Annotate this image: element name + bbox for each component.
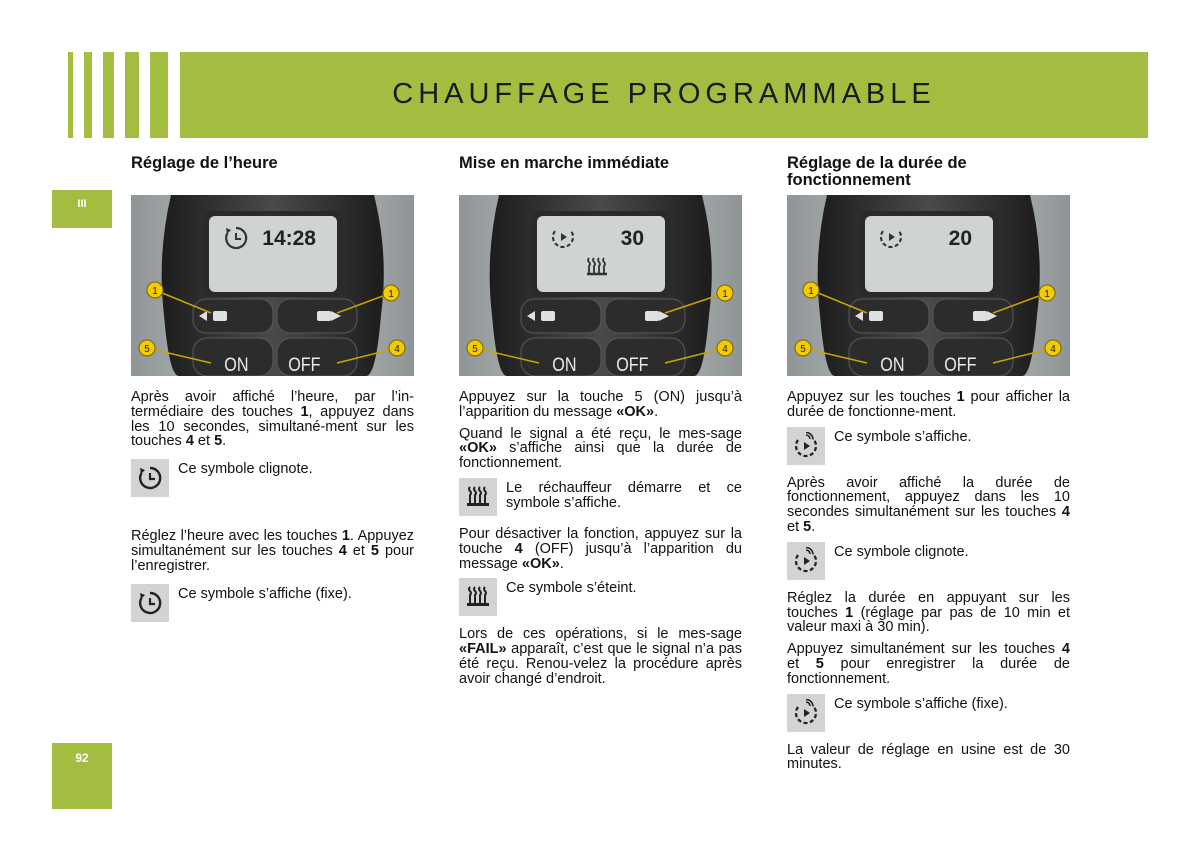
clock-icon: [131, 584, 169, 622]
section-content: [787, 390, 1070, 772]
symbol-note-text: Ce symbole s’affiche (fixe).: [834, 695, 1008, 712]
callout-label: 5: [472, 344, 478, 355]
callout-label: 5: [144, 344, 150, 355]
symbol-note-text: Ce symbole s’affiche.: [834, 428, 972, 445]
symbol-note-text: Ce symbole s’éteint.: [506, 580, 637, 597]
symbol-note-text: Le réchauffeur démarre et ce symbole s’affiche.: [506, 479, 742, 511]
lcd-readout: 30: [620, 227, 644, 250]
page-number-tab: 92: [52, 743, 112, 809]
callout-label: 1: [388, 289, 394, 300]
on-button-label: ON: [552, 353, 577, 376]
remote-control-photo: [459, 195, 742, 376]
callout-label: 1: [152, 286, 158, 297]
callout-label: 4: [722, 344, 728, 355]
page-title: CHAUFFAGE PROGRAMMABLE: [392, 78, 936, 110]
remote-control-photo: [787, 195, 1070, 376]
section-heading: Mise en marche immédiate: [459, 154, 670, 172]
timer-icon: [787, 427, 825, 465]
symbol-note: [131, 584, 414, 622]
symbol-note: [459, 578, 742, 616]
body-paragraph: Quand le signal a été reçu, le mes-sage «OK» s’affiche ainsi que la durée de fonctionnement.: [459, 425, 742, 472]
symbol-note: [787, 694, 1070, 732]
header-stripes: [68, 52, 178, 138]
heater-icon: [459, 478, 497, 516]
column-immediate-start: [459, 155, 742, 694]
callout-label: 4: [394, 344, 400, 355]
heater-icon: [459, 578, 497, 616]
clock-icon: [131, 459, 169, 497]
symbol-note-text: Ce symbole clignote.: [834, 543, 969, 560]
off-button-label: OFF: [616, 353, 649, 376]
body-paragraph: Réglez la durée en appuyant sur les touches 1 (réglage par pas de 10 min et valeur maxi à 30 min).: [787, 589, 1070, 636]
off-button-label: OFF: [288, 353, 321, 376]
body-paragraph: Appuyez sur la touche 5 (ON) jusqu’à l’apparition du message «OK».: [459, 389, 742, 420]
body-paragraph: Après avoir affiché l’heure, par l’in-termédiaire des touches 1, appuyez dans les 10 secondes, simultané-ment sur les touches 4 et 5.: [131, 389, 414, 450]
symbol-note: [131, 459, 414, 497]
lcd-readout: 14:28: [262, 227, 316, 250]
column-duration-setting: [787, 155, 1070, 779]
timer-icon: [787, 694, 825, 732]
symbol-note-text: Ce symbole clignote.: [178, 461, 313, 478]
callout-label: 5: [800, 344, 806, 355]
body-paragraph: Réglez l’heure avec les touches 1. Appuyez simultanément sur les touches 4 et 5 pour l’enregistrer.: [131, 528, 415, 574]
column-time-setting: [131, 155, 414, 633]
callout-label: 4: [1050, 344, 1056, 355]
remote-control-photo: [131, 195, 414, 376]
timer-icon: [787, 542, 825, 580]
symbol-note: [459, 478, 742, 516]
body-paragraph: Pour désactiver la fonction, appuyez sur la touche 4 (OFF) jusqu’à l’apparition du message «OK».: [459, 525, 742, 572]
section-heading: Réglage de la durée de fonctionnement: [787, 154, 967, 189]
chapter-tab: III: [52, 190, 112, 228]
section-heading: Réglage de l’heure: [131, 154, 278, 172]
symbol-note-text: Ce symbole s’affiche (fixe).: [178, 585, 352, 602]
body-paragraph: Appuyez simultanément sur les touches 4 et 5 pour enregistrer la durée de fonctionnement.: [787, 641, 1070, 687]
lcd-readout: 20: [948, 227, 972, 250]
title-band: [180, 52, 1148, 138]
section-content: [459, 390, 742, 687]
callout-label: 1: [1044, 289, 1050, 300]
symbol-note: [787, 427, 1070, 465]
body-paragraph: Lors de ces opérations, si le mes-sage «FAIL» apparaît, c’est que le signal n’a pas été reçu. Renou-velez la procédure après avoir changé d’endroit.: [459, 626, 742, 687]
section-content: [131, 390, 414, 622]
symbol-note: [787, 542, 1070, 580]
callout-label: 1: [808, 286, 814, 297]
body-paragraph: Appuyez sur les touches 1 pour afficher la durée de fonctionne-ment.: [787, 389, 1070, 420]
body-paragraph: Après avoir affiché la durée de fonctionnement, appuyez dans les 10 secondes simultanément sur les touches 4 et 5.: [787, 474, 1070, 535]
body-paragraph: La valeur de réglage en usine est de 30 minutes.: [787, 741, 1070, 773]
off-button-label: OFF: [944, 353, 977, 376]
on-button-label: ON: [880, 353, 905, 376]
callout-label: 1: [722, 289, 728, 300]
on-button-label: ON: [224, 353, 249, 376]
